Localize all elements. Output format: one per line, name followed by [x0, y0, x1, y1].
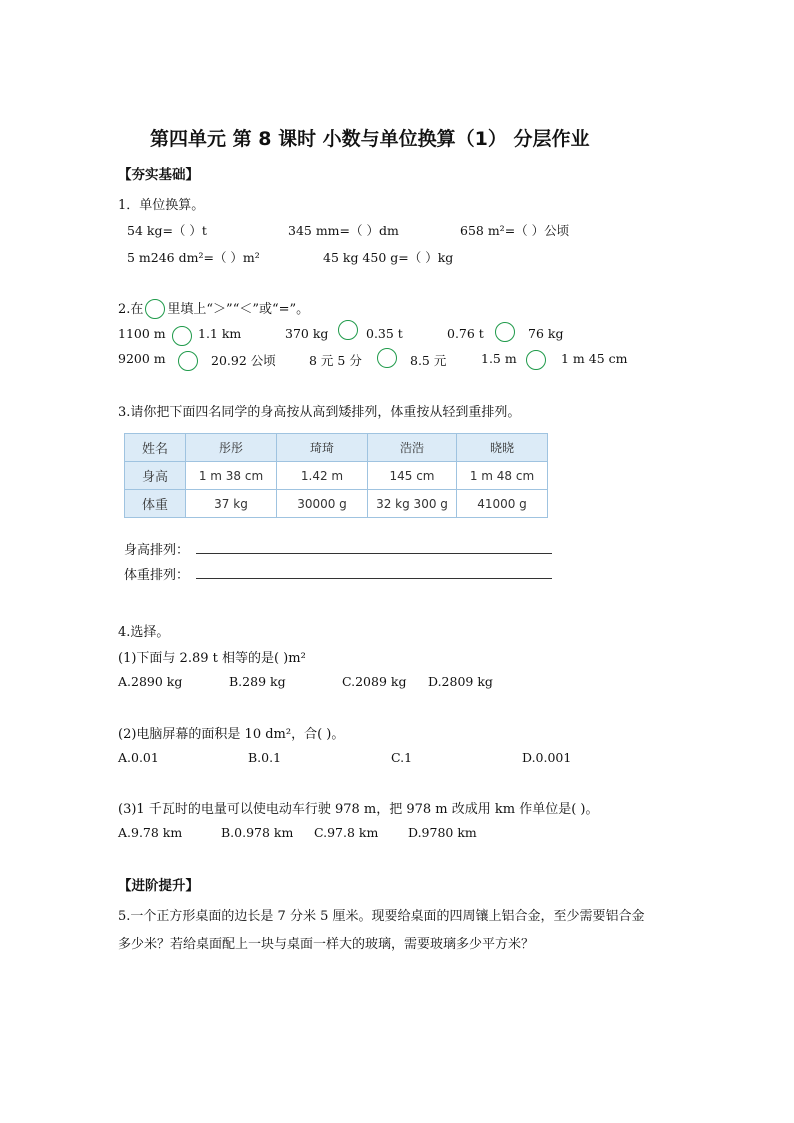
height-order-answer-line[interactable]: [196, 553, 552, 554]
q4-sub3-option-c[interactable]: C.97.8 km: [314, 825, 379, 840]
compare-circle-2[interactable]: [338, 320, 358, 340]
q2-heading-post: 里填上“＞”“＜”或“=”。: [167, 302, 310, 317]
q4-sub1-option-d[interactable]: D.2809 kg: [428, 674, 493, 689]
q4-sub1-question: (1)下面与 2.89 t 相等的是( )m²: [118, 651, 306, 666]
q1-item-1: 54 kg=（ ）t: [127, 223, 207, 238]
q2-heading-pre: 2.在: [118, 302, 144, 317]
q5-line-2: 多少米？若给桌面配上一块与桌面一样大的玻璃，需要玻璃多少平方米？: [118, 937, 535, 952]
q4-sub3-question: (3)1 千瓦时的电量可以使电动车行驶 978 m，把 978 m 改成用 km 作单位是( )。: [118, 802, 599, 817]
q2-r2-right-3: 1 m 45 cm: [561, 351, 628, 366]
table-header-cell: 彤彤: [186, 434, 277, 462]
q1-item-5: 45 kg 450 g=（ ）kg: [323, 250, 454, 265]
q4-sub2-option-b[interactable]: B.0.1: [248, 750, 282, 765]
compare-circle-1[interactable]: [172, 326, 192, 346]
q4-sub1-option-c[interactable]: C.2089 kg: [342, 674, 407, 689]
table-header-row: [125, 434, 548, 462]
q1-item-2: 345 mm=（ ）dm: [288, 223, 399, 238]
table-row-label: 身高: [125, 462, 186, 490]
table-cell: 30000 g: [277, 490, 368, 518]
q2-r2-left-2: 8 元 5 分: [309, 353, 362, 368]
compare-circle-4[interactable]: [178, 351, 198, 371]
table-cell: 1 m 48 cm: [457, 462, 548, 490]
q2-r2-right-2: 8.5 元: [410, 353, 447, 368]
q2-r2-left-1: 9200 m: [118, 351, 166, 366]
q4-sub3-option-b[interactable]: B.0.978 km: [221, 825, 294, 840]
height-order-label: 身高排列：: [124, 543, 190, 558]
table-cell: 32 kg 300 g: [368, 490, 457, 518]
q1-item-4: 5 m246 dm²=（ ）m²: [127, 250, 260, 265]
page-title: 第四单元 第 8 课时 小数与单位换算（1） 分层作业: [150, 128, 590, 150]
table-header-cell: 浩浩: [368, 434, 457, 462]
q4-sub2-option-a[interactable]: A.0.01: [118, 750, 159, 765]
table-row: [125, 490, 548, 518]
q2-r2-right-1: 20.92 公顷: [211, 353, 276, 368]
q2-r1-right-3: 76 kg: [528, 326, 564, 341]
q2-r2-left-3: 1.5 m: [481, 351, 517, 366]
section-advanced-heading: 【进阶提升】: [118, 878, 199, 894]
q4-sub3-option-a[interactable]: A.9.78 km: [118, 825, 183, 840]
compare-circle-3[interactable]: [495, 322, 515, 342]
table-row: [125, 462, 548, 490]
q4-sub3-option-d[interactable]: D.9780 km: [408, 825, 477, 840]
table-cell: 1 m 38 cm: [186, 462, 277, 490]
weight-order-answer-line[interactable]: [196, 578, 552, 579]
weight-order-label: 体重排列：: [124, 568, 190, 583]
q2-heading: [118, 298, 309, 320]
q1-item-3: 658 m²=（ ）公顷: [460, 223, 570, 238]
q4-sub2-option-d[interactable]: D.0.001: [522, 750, 572, 765]
q2-r1-right-2: 0.35 t: [366, 326, 403, 341]
table-cell: 1.42 m: [277, 462, 368, 490]
table-header-cell: 姓名: [125, 434, 186, 462]
q2-r1-right-1: 1.1 km: [198, 326, 242, 341]
table-header-cell: 晓晓: [457, 434, 548, 462]
compare-circle-6[interactable]: [526, 350, 546, 370]
q1-heading: 1．单位换算。: [118, 198, 205, 213]
q5-line-1: 5.一个正方形桌面的边长是 7 分米 5 厘米。现要给桌面的四周镶上铝合金，至少需要铝合金: [118, 909, 645, 924]
table-header-cell: 琦琦: [277, 434, 368, 462]
table-cell: 37 kg: [186, 490, 277, 518]
compare-circle-5[interactable]: [377, 348, 397, 368]
table-cell: 145 cm: [368, 462, 457, 490]
q4-sub2-option-c[interactable]: C.1: [391, 750, 413, 765]
height-weight-table: [124, 433, 548, 518]
q4-heading: 4.选择。: [118, 625, 170, 640]
q4-sub1-option-b[interactable]: B.289 kg: [229, 674, 286, 689]
q2-r1-left-1: 1100 m: [118, 326, 166, 341]
q3-heading: 3.请你把下面四名同学的身高按从高到矮排列，体重按从轻到重排列。: [118, 405, 521, 420]
q4-sub2-question: (2)电脑屏幕的面积是 10 dm²，合( )。: [118, 727, 345, 742]
q2-r1-left-3: 0.76 t: [447, 326, 484, 341]
q4-sub1-option-a[interactable]: A.2890 kg: [118, 674, 183, 689]
q2-r1-left-2: 370 kg: [285, 326, 329, 341]
circle-icon: [145, 299, 165, 319]
table-row-label: 体重: [125, 490, 186, 518]
section-basic-heading: 【夯实基础】: [118, 167, 199, 183]
table-cell: 41000 g: [457, 490, 548, 518]
